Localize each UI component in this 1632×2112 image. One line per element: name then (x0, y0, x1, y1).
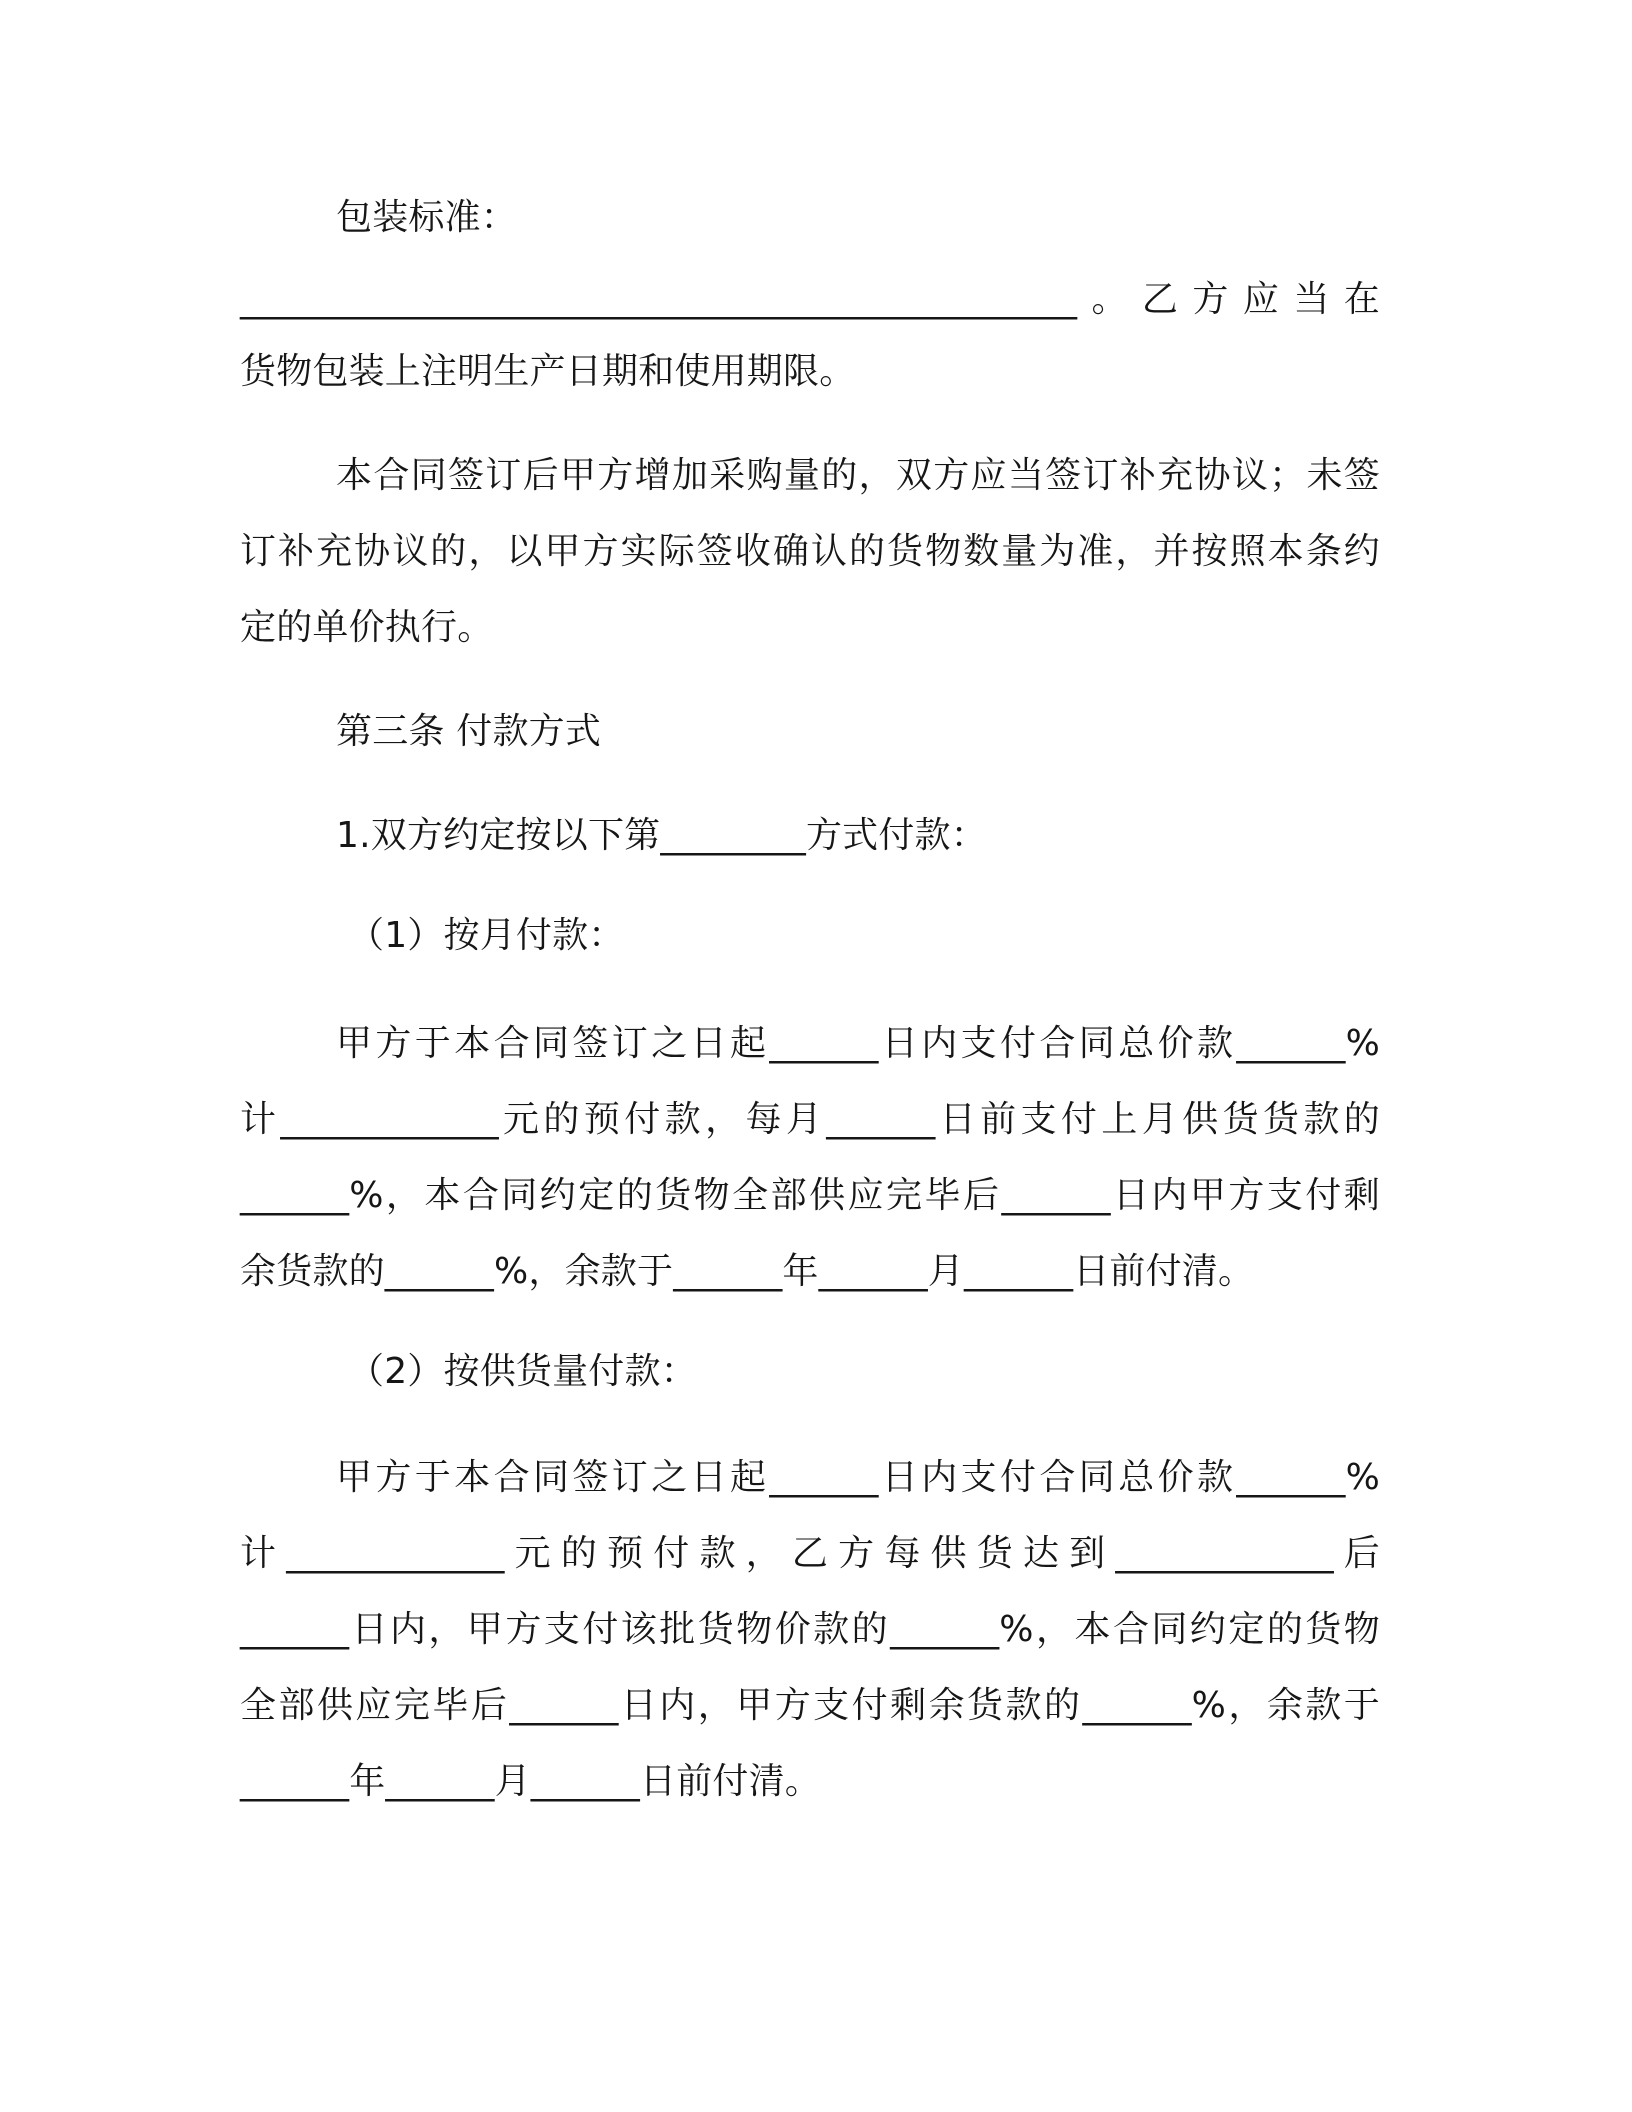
packaging-standard-line-2: 货物包装上注明生产日期和使用期限。 (240, 351, 856, 392)
volume-payment-line-5: ______年______月______日前付清。 (240, 1761, 821, 1802)
supplement-paragraph-line-1: 本合同签订后甲方增加采购量的，双方应当签订补充协议；未签 (336, 455, 1380, 496)
supplement-paragraph-line-2: 订补充协议的，以甲方实际签收确认的货物数量为准，并按照本条约 (240, 531, 1380, 572)
payment-method-choice: 1.双方约定按以下第________方式付款： (336, 815, 987, 856)
supplement-paragraph-line-3: 定的单价执行。 (240, 607, 494, 648)
article-three-heading: 第三条 付款方式 (336, 711, 602, 752)
volume-payment-line-2: 计____________元的预付款，乙方每供货达到____________后 (240, 1533, 1380, 1574)
packaging-standard-heading: 包装标准： (336, 197, 518, 238)
monthly-payment-heading: （1）按月付款： (348, 915, 625, 956)
volume-payment-line-3: ______日内，甲方支付该批货物价款的______%，本合同约定的货物 (240, 1609, 1380, 1650)
monthly-payment-line-4: 余货款的______%，余款于______年______月______日前付清。 (240, 1251, 1255, 1292)
packaging-standard-line-1: ______________________________________________。乙方应当在 (240, 279, 1380, 320)
monthly-payment-line-1: 甲方于本合同签订之日起______日内支付合同总价款______% (336, 1023, 1380, 1064)
volume-payment-line-1: 甲方于本合同签订之日起______日内支付合同总价款______% (336, 1457, 1380, 1498)
volume-payment-line-4: 全部供应完毕后______日内，甲方支付剩余货款的______%，余款于 (240, 1685, 1380, 1726)
monthly-payment-line-2: 计____________元的预付款，每月______日前支付上月供货货款的 (240, 1099, 1380, 1140)
monthly-payment-line-3: ______%，本合同约定的货物全部供应完毕后______日内甲方支付剩 (240, 1175, 1380, 1216)
volume-payment-heading: （2）按供货量付款： (348, 1351, 697, 1392)
